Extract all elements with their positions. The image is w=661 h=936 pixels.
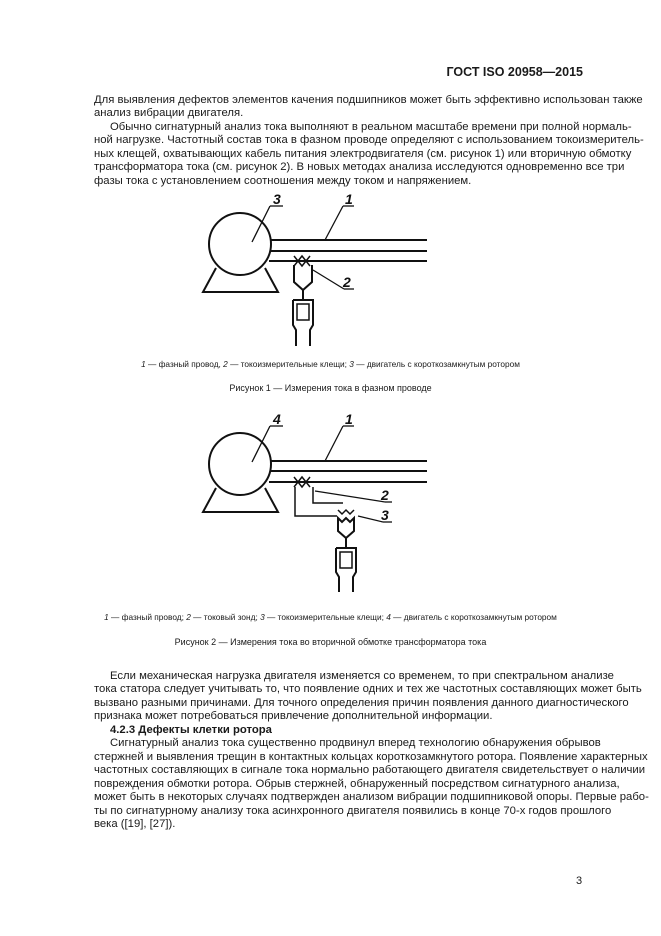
legend-number: 2 [186,612,191,622]
text-line: признака может потребоваться привлечение дополнительной информации. [94,710,493,723]
figure-1-legend [0,359,661,369]
legend-text: — двигатель с короткозамкнутым ротором [353,359,520,369]
legend-text: — фазный провод, [145,359,224,369]
motor-base [203,268,278,292]
figure-1-label-3: 3 [273,191,281,207]
text-line: Если механическая нагрузка двигателя изменяется со временем, то при спектральном анализе [110,670,614,682]
text-line: может быть в некоторых случаях подтвержден анализом вибрации подшипниковой опоры. Первые рабо- [94,791,649,804]
text-line: тока статора следует учитывать то, что появление одних и тех же частотных составляющих может быть [94,683,642,696]
text-line: Сигнатурный анализ тока существенно продвинул вперед технологию обнаружения обрывов [110,737,601,750]
text-line: повреждения обмотки ротора. Обрыв стержней, обнаруженный посредством сигнатурного анализа, [94,777,620,790]
figure-2-label-4: 4 [273,411,281,427]
text-line: стержней и выявления трещин в контактных кольцах короткозамкнутого ротора. Появление характерных [94,750,648,763]
text-line: вызвано разными причинами. Для точного определения причин появления данного диагностического [94,696,629,709]
clamp-body [338,518,354,548]
text-line: анализ вибрации двигателя. [94,107,244,120]
legend-text: — токоизмерительные клещи; [227,359,350,369]
legend-text: — токовый зонд; [190,612,261,622]
phase-wires [269,461,427,482]
text-line: трансформатора тока (см. рисунок 2). В новых методах анализа исследуются одновременно все три [94,161,625,174]
text-line: Для выявления дефектов элементов качения подшипников может быть эффективно использован также [94,94,643,106]
figure-1-label-1: 1 [345,191,353,207]
motor-base [203,488,278,512]
figure-2-legend [0,612,661,622]
text-line: ных клещей, охватывающих кабель питания электродвигателя (см. рисунок 1) или вторичную обмотку [94,147,632,160]
figure-2-label-3: 3 [381,507,389,523]
text-line: ты по сигнатурному анализу тока асинхронного двигателя появились в конце 70-х годов прошлого [94,804,612,817]
figure-1-caption: Рисунок 1 — Измерения тока в фазном проводе [229,383,432,393]
figure-1-diagram [203,191,427,346]
text-line: века ([19], [27]). [94,817,176,830]
meter-icon [336,548,356,592]
figure-2-diagram [203,411,427,592]
document-header: ГОСТ ISO 20958—2015 [446,65,583,79]
page-number: 3 [576,875,583,887]
legend-number: 1 [104,612,109,622]
figure-1-label-2: 2 [343,274,351,290]
meter-icon [293,300,313,346]
phase-wires [269,240,427,261]
text-line: Обычно сигнатурный анализ тока выполняют в реальном масштабе времени при полной нормаль- [110,120,632,133]
legend-number: 3 [349,359,354,369]
legend-number: 2 [223,359,228,369]
text-line: ной нагрузке. Частотный состав тока в фазном проводе определяют с использованием токоизмеритель- [94,134,644,147]
legend-text: — токоизмерительные клещи; [264,612,387,622]
text-line: фазы тока с установлением соотношения между током и напряжением. [94,174,472,187]
legend-number: 3 [260,612,265,622]
clamp-body [294,265,312,300]
clamp-coil-icon [338,510,354,514]
figure-2-label-1: 1 [345,411,353,427]
legend-text: — двигатель с короткозамкнутым ротором [390,612,557,622]
legend-number: 4 [386,612,391,622]
text-line: частотных составляющих в сигнале тока нормально работающего двигателя свидетельствует о наличии [94,764,646,777]
legend-number: 1 [141,359,146,369]
figure-2-caption: Рисунок 2 — Измерения тока во вторичной обмотке трансформатора тока [174,637,487,647]
section-heading: 4.2.3 Дефекты клетки ротора [110,723,272,736]
figure-2-label-2: 2 [381,487,389,503]
legend-text: — фазный провод; [108,612,187,622]
